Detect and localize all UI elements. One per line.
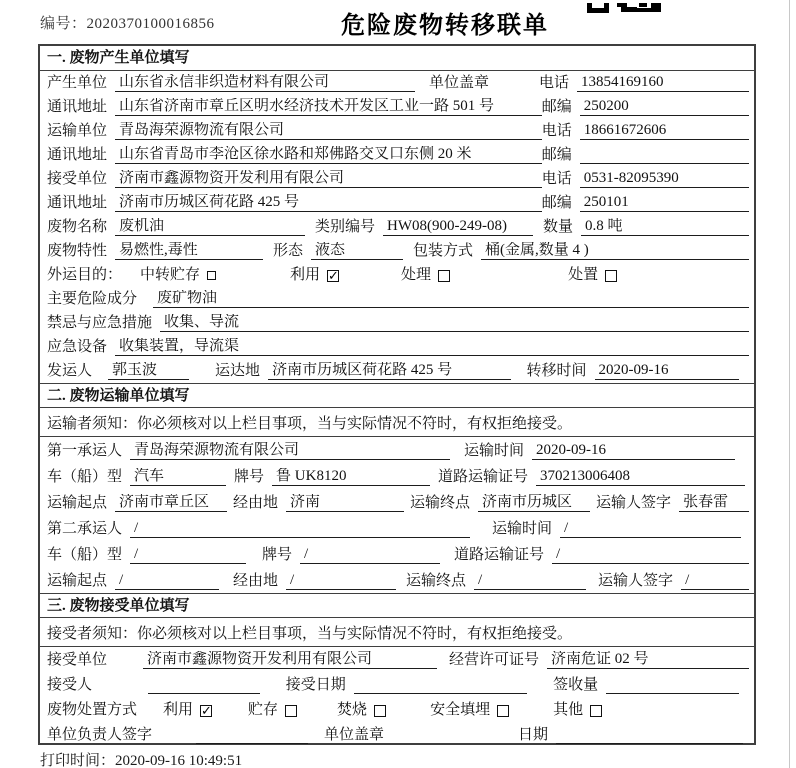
category-value: HW08(900-249-08) bbox=[383, 218, 533, 236]
vehicle-type-value: / bbox=[130, 546, 246, 564]
receiver-address-value: 济南市历城区荷花路 425 号 bbox=[115, 194, 542, 212]
purpose-option bbox=[568, 267, 617, 284]
transfer-time-value: 2020-09-16 bbox=[595, 362, 739, 380]
route-end-value: / bbox=[474, 572, 586, 590]
checkbox-unchecked-icon bbox=[207, 271, 216, 280]
row-waste-traits bbox=[40, 239, 754, 263]
row-producer bbox=[40, 71, 754, 95]
vehicle-type-label: 车（船）型 bbox=[47, 547, 123, 563]
purpose-option bbox=[290, 267, 339, 284]
row-transporter bbox=[40, 119, 754, 143]
received-qty-value bbox=[606, 677, 739, 694]
address-label: 通讯地址 bbox=[47, 99, 108, 115]
permit-label: 道路运输证号 bbox=[438, 469, 529, 485]
zip-label: 邮编 bbox=[541, 147, 572, 163]
waste-transfer-form bbox=[38, 44, 756, 745]
address-label: 通讯地址 bbox=[47, 195, 108, 211]
producer-value: 山东省永信非织造材料有限公司 bbox=[115, 74, 415, 92]
row-transporter-address bbox=[40, 143, 754, 167]
acceptor-label: 接受人 bbox=[47, 677, 93, 693]
option-label: 利用 bbox=[290, 267, 321, 283]
second-carrier-label: 第二承运人 bbox=[47, 521, 123, 537]
option-label: 处理 bbox=[401, 267, 432, 283]
packing-value: 桶(金属,数量 4 ) bbox=[481, 242, 749, 260]
checkbox-unchecked-icon bbox=[605, 270, 617, 282]
date-value bbox=[556, 727, 743, 744]
row-transfer-purpose bbox=[40, 263, 754, 287]
transport-time-label: 运输时间 bbox=[492, 521, 553, 537]
row-hazard-component bbox=[40, 287, 754, 311]
route-end-label: 运输终点 bbox=[410, 495, 471, 511]
category-label: 类别编号 bbox=[315, 219, 376, 235]
row-taboo-measures bbox=[40, 311, 754, 335]
taboo-value: 收集、导流 bbox=[160, 314, 749, 332]
section-2-heading: 二. 废物运输单位填写 bbox=[40, 383, 754, 408]
checkbox-checked-icon bbox=[327, 270, 339, 282]
permit-label: 道路运输证号 bbox=[454, 547, 545, 563]
receiver-phone-value: 0531-82095390 bbox=[580, 170, 749, 188]
plate-value: / bbox=[300, 546, 440, 564]
first-carrier-label: 第一承运人 bbox=[47, 443, 123, 459]
disposal-option bbox=[430, 702, 509, 719]
row-first-carrier bbox=[40, 437, 754, 463]
carrier-sign-value: / bbox=[681, 572, 749, 590]
producer-label: 产生单位 bbox=[47, 75, 108, 91]
route-start-label: 运输起点 bbox=[47, 573, 108, 589]
route-start-value: 济南市章丘区 bbox=[115, 494, 227, 512]
received-qty-label: 签收量 bbox=[553, 677, 599, 693]
receiver-zip-value: 250101 bbox=[580, 194, 749, 212]
equipment-value: 收集装置，导流渠 bbox=[115, 338, 749, 356]
transporter-address-value: 山东省青岛市李沧区徐水路和郑佛路交叉口东侧 20 米 bbox=[115, 146, 542, 164]
zip-label: 邮编 bbox=[541, 99, 572, 115]
phone-label: 电话 bbox=[541, 171, 572, 187]
waste-traits-label: 废物特性 bbox=[47, 243, 108, 259]
plate-value: 鲁 UK8120 bbox=[272, 468, 430, 486]
row-receiver-address bbox=[40, 191, 754, 215]
form-state-label: 形态 bbox=[273, 243, 304, 259]
option-label: 贮存 bbox=[248, 702, 279, 718]
second-carrier-value: / bbox=[130, 520, 470, 538]
transporter-label: 运输单位 bbox=[47, 123, 108, 139]
option-label: 焚烧 bbox=[337, 702, 368, 718]
purpose-label: 外运目的： bbox=[47, 267, 123, 283]
disposal-option bbox=[553, 702, 602, 719]
row-vehicle-1 bbox=[40, 463, 754, 489]
acceptor-value bbox=[148, 677, 260, 694]
equipment-label: 应急设备 bbox=[47, 339, 108, 355]
checkbox-unchecked-icon bbox=[285, 705, 297, 717]
page-edge-divider bbox=[789, 0, 790, 768]
checkbox-unchecked-icon bbox=[374, 705, 386, 717]
serial-value: 2020370100016856 bbox=[86, 16, 215, 32]
option-label: 利用 bbox=[163, 702, 194, 718]
route-start-value: / bbox=[115, 572, 219, 590]
row-waste-name bbox=[40, 215, 754, 239]
producer-zip-value: 250200 bbox=[580, 98, 749, 116]
print-time-label: 打印时间： bbox=[40, 753, 116, 768]
plate-label: 牌号 bbox=[234, 469, 265, 485]
page-title: 危险废物转移联单 bbox=[341, 13, 549, 39]
route-via-label: 经由地 bbox=[233, 495, 279, 511]
license-value: 济南危证 02 号 bbox=[547, 651, 749, 669]
signoff-value bbox=[196, 727, 308, 744]
waste-name-label: 废物名称 bbox=[47, 219, 108, 235]
transporter-notice: 运输者须知：你必须核对以上栏目事项，当与实际情况不符时，有权拒绝接受。 bbox=[40, 408, 754, 437]
route-via-label: 经由地 bbox=[233, 573, 279, 589]
plate-label: 牌号 bbox=[262, 547, 293, 563]
zip-label: 邮编 bbox=[541, 195, 572, 211]
hazard-value: 废矿物油 bbox=[153, 290, 749, 308]
row-vehicle-2 bbox=[40, 541, 754, 567]
transport-time-label: 运输时间 bbox=[464, 443, 525, 459]
row-signoff bbox=[40, 722, 754, 747]
option-label: 安全填埋 bbox=[430, 702, 491, 718]
packing-label: 包装方式 bbox=[413, 243, 474, 259]
route-start-label: 运输起点 bbox=[47, 495, 108, 511]
row-acceptor bbox=[40, 672, 754, 697]
first-carrier-value: 青岛海荣源物流有限公司 bbox=[130, 442, 450, 460]
row-producer-address bbox=[40, 95, 754, 119]
row-route-1 bbox=[40, 489, 754, 515]
row-route-2 bbox=[40, 567, 754, 593]
carrier-sign-value: 张春雷 bbox=[679, 494, 749, 512]
destination-label: 运达地 bbox=[215, 363, 261, 379]
qr-code-icon bbox=[587, 0, 663, 10]
producer-phone-value: 13854169160 bbox=[577, 74, 749, 92]
signoff-label: 单位负责人签字 bbox=[47, 727, 153, 743]
transporter-zip-value bbox=[580, 147, 749, 164]
serial-number bbox=[40, 12, 215, 33]
option-label: 中转贮存 bbox=[140, 267, 201, 283]
hazard-label: 主要危险成分 bbox=[47, 291, 138, 307]
taboo-label: 禁忌与应急措施 bbox=[47, 315, 153, 331]
row-receive-unit bbox=[40, 647, 754, 672]
phone-label: 电话 bbox=[541, 123, 572, 139]
license-label: 经营许可证号 bbox=[449, 652, 540, 668]
waste-name-value: 废机油 bbox=[115, 218, 305, 236]
transport-time-value: 2020-09-16 bbox=[532, 442, 735, 460]
accept-date-label: 接受日期 bbox=[285, 677, 346, 693]
route-via-value: 济南 bbox=[286, 494, 404, 512]
disposal-option bbox=[163, 702, 212, 719]
receive-unit-label: 接受单位 bbox=[47, 652, 108, 668]
print-timestamp bbox=[40, 749, 242, 768]
receiver-value: 济南市鑫源物资开发利用有限公司 bbox=[115, 170, 542, 188]
checkbox-checked-icon bbox=[200, 705, 212, 717]
route-end-label: 运输终点 bbox=[406, 573, 467, 589]
disposal-option bbox=[248, 702, 297, 719]
accept-date-value bbox=[354, 677, 527, 694]
carrier-sign-label: 运输人签字 bbox=[598, 573, 674, 589]
route-via-value: / bbox=[286, 572, 396, 590]
row-disposal-method bbox=[40, 697, 754, 722]
purpose-option bbox=[140, 267, 216, 284]
transport-time-value: / bbox=[560, 520, 741, 538]
section-1-heading: 一. 废物产生单位填写 bbox=[40, 46, 754, 71]
date-label: 日期 bbox=[518, 727, 549, 743]
receive-unit-value: 济南市鑫源物资开发利用有限公司 bbox=[143, 651, 437, 669]
receiver-label: 接受单位 bbox=[47, 171, 108, 187]
row-receiver bbox=[40, 167, 754, 191]
receiver-notice: 接受者须知：你必须核对以上栏目事项，当与实际情况不符时，有权拒绝接受。 bbox=[40, 618, 754, 647]
seal-label: 单位盖章 bbox=[429, 75, 490, 91]
row-emergency-equipment bbox=[40, 335, 754, 359]
disposal-label: 废物处置方式 bbox=[47, 702, 138, 718]
checkbox-unchecked-icon bbox=[497, 705, 509, 717]
destination-value: 济南市历城区荷花路 425 号 bbox=[268, 362, 510, 380]
vehicle-type-label: 车（船）型 bbox=[47, 469, 123, 485]
unit-seal-label: 单位盖章 bbox=[324, 727, 385, 743]
transporter-value: 青岛海荣源物流有限公司 bbox=[115, 122, 542, 140]
phone-label: 电话 bbox=[538, 75, 569, 91]
serial-label: 编号： bbox=[40, 16, 87, 32]
permit-value: / bbox=[552, 546, 749, 564]
row-second-carrier bbox=[40, 515, 754, 541]
option-label: 其他 bbox=[553, 702, 584, 718]
section-3-heading: 三. 废物接受单位填写 bbox=[40, 593, 754, 618]
carrier-sign-label: 运输人签字 bbox=[596, 495, 672, 511]
address-label: 通讯地址 bbox=[47, 147, 108, 163]
checkbox-unchecked-icon bbox=[590, 705, 602, 717]
checkbox-unchecked-icon bbox=[438, 270, 450, 282]
dispatcher-value: 郭玉波 bbox=[108, 362, 189, 380]
dispatcher-label: 发运人 bbox=[47, 363, 93, 379]
quantity-label: 数量 bbox=[543, 219, 574, 235]
route-end-value: 济南市历城区 bbox=[478, 494, 590, 512]
waste-traits-value: 易燃性,毒性 bbox=[115, 242, 263, 260]
producer-address-value: 山东省济南市章丘区明水经济技术开发区工业一路 501 号 bbox=[115, 98, 542, 116]
form-state-value: 液态 bbox=[311, 242, 403, 260]
transfer-time-label: 转移时间 bbox=[526, 363, 587, 379]
quantity-value: 0.8 吨 bbox=[581, 218, 749, 236]
print-time-value: 2020-09-16 10:49:51 bbox=[115, 753, 243, 768]
row-dispatch bbox=[40, 359, 754, 383]
permit-value: 370213006408 bbox=[536, 468, 745, 486]
option-label: 处置 bbox=[568, 267, 599, 283]
disposal-option bbox=[337, 702, 386, 719]
transporter-phone-value: 18661672606 bbox=[580, 122, 749, 140]
vehicle-type-value: 汽车 bbox=[130, 468, 226, 486]
purpose-option bbox=[401, 267, 450, 284]
